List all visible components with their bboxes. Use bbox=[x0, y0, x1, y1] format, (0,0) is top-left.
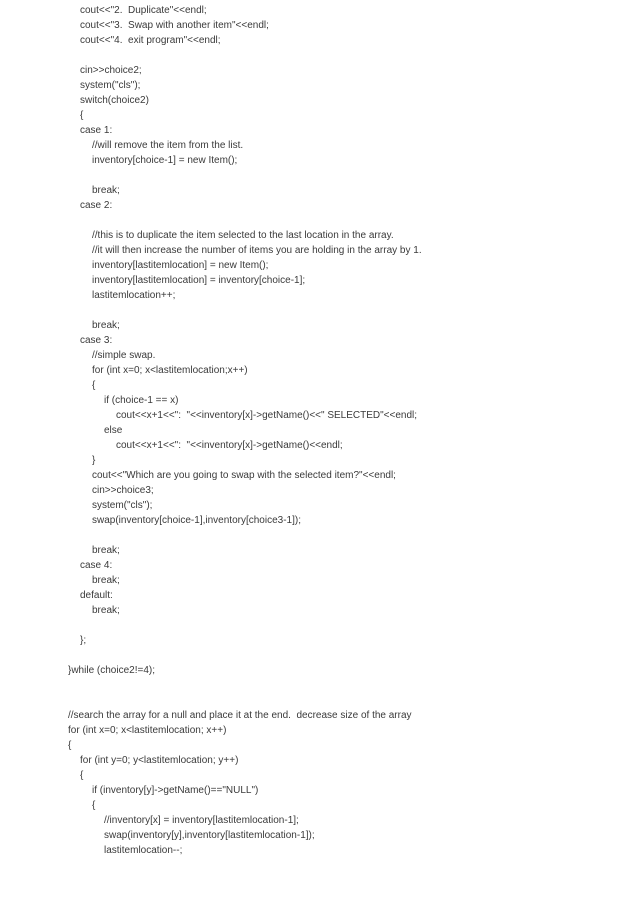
code-line: cin>>choice3; bbox=[92, 485, 154, 496]
code-line: cout<<"Which are you going to swap with the selected item?"<<endl; bbox=[92, 470, 396, 481]
code-line: { bbox=[92, 800, 96, 811]
code-line: cout<<x+1<<": "<<inventory[x]->getName()<<" SELECTED"<<endl; bbox=[116, 410, 418, 421]
code-line: cout<<x+1<<": "<<inventory[x]->getName()<<endl; bbox=[116, 440, 343, 451]
code-line: break; bbox=[92, 605, 120, 616]
code-line bbox=[0, 168, 626, 183]
code-line: cout<<"2. Duplicate"<<endl; bbox=[80, 5, 207, 16]
code-line: break; bbox=[92, 545, 120, 556]
code-line: break; bbox=[92, 575, 120, 586]
code-line: for (int x=0; x<lastitemlocation;x++) bbox=[92, 365, 248, 376]
code-line: }while (choice2!=4); bbox=[68, 665, 155, 676]
code-listing bbox=[0, 3, 626, 858]
code-line: case 1: bbox=[80, 125, 113, 136]
code-line: lastitemlocation--; bbox=[104, 845, 183, 856]
code-line: cout<<"4. exit program"<<endl; bbox=[80, 35, 221, 46]
code-line: { bbox=[68, 740, 72, 751]
code-line: //it will then increase the number of items you are holding in the array by 1. bbox=[92, 245, 422, 256]
code-line: //search the array for a null and place it at the end. decrease size of the array bbox=[68, 710, 412, 721]
code-line: switch(choice2) bbox=[80, 95, 149, 106]
code-line: //simple swap. bbox=[92, 350, 156, 361]
code-line: break; bbox=[92, 185, 120, 196]
code-line: else bbox=[104, 425, 123, 436]
code-line: lastitemlocation++; bbox=[92, 290, 176, 301]
code-line: for (int x=0; x<lastitemlocation; x++) bbox=[68, 725, 227, 736]
code-line: inventory[lastitemlocation] = inventory[choice-1]; bbox=[92, 275, 306, 286]
code-line: cin>>choice2; bbox=[80, 65, 142, 76]
code-line: case 2: bbox=[80, 200, 113, 211]
code-line bbox=[0, 48, 626, 63]
code-line bbox=[0, 303, 626, 318]
code-line: for (int y=0; y<lastitemlocation; y++) bbox=[80, 755, 239, 766]
code-line bbox=[0, 528, 626, 543]
code-line bbox=[0, 618, 626, 633]
code-line: if (choice-1 == x) bbox=[104, 395, 179, 406]
code-line: case 3: bbox=[80, 335, 113, 346]
code-line: swap(inventory[y],inventory[lastitemlocation-1]); bbox=[104, 830, 315, 841]
code-line: inventory[lastitemlocation] = new Item(); bbox=[92, 260, 269, 271]
code-line: system("cls"); bbox=[92, 500, 153, 511]
code-line bbox=[0, 648, 626, 663]
code-line bbox=[0, 678, 626, 693]
code-line: { bbox=[80, 110, 84, 121]
code-line: system("cls"); bbox=[80, 80, 141, 91]
code-line: swap(inventory[choice-1],inventory[choice3-1]); bbox=[92, 515, 301, 526]
code-line: }; bbox=[80, 635, 87, 646]
code-line: //will remove the item from the list. bbox=[92, 140, 244, 151]
code-line: { bbox=[92, 380, 96, 391]
code-line bbox=[0, 693, 626, 708]
code-line bbox=[0, 213, 626, 228]
code-line: if (inventory[y]->getName()=="NULL") bbox=[92, 785, 259, 796]
code-line: //inventory[x] = inventory[lastitemlocation-1]; bbox=[104, 815, 299, 826]
code-line: //this is to duplicate the item selected to the last location in the array. bbox=[92, 230, 394, 241]
code-line: cout<<"3. Swap with another item"<<endl; bbox=[80, 20, 269, 31]
code-line: } bbox=[92, 455, 96, 466]
code-line: inventory[choice-1] = new Item(); bbox=[92, 155, 238, 166]
code-line: { bbox=[80, 770, 84, 781]
code-line: break; bbox=[92, 320, 120, 331]
code-line: default: bbox=[80, 590, 113, 601]
code-line: case 4: bbox=[80, 560, 113, 571]
